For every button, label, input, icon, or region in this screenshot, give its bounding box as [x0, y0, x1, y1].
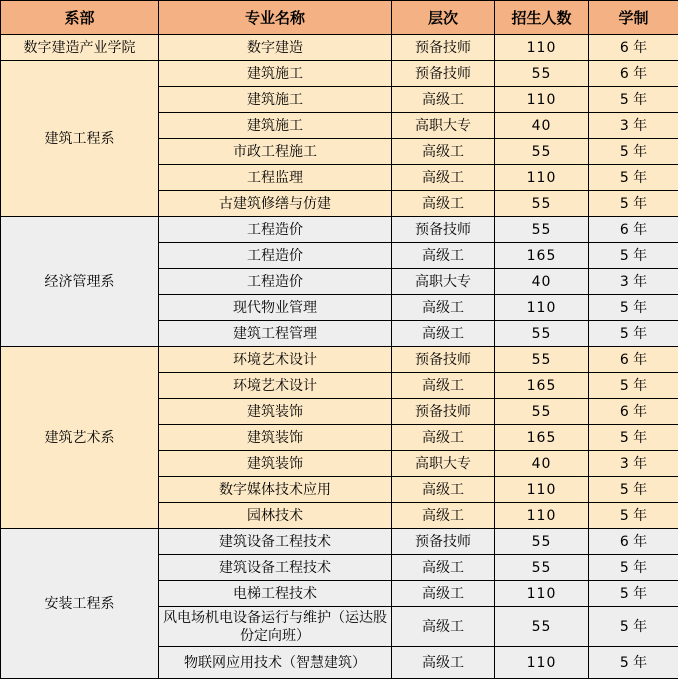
duration-cell: 5 年: [589, 581, 678, 607]
enrollment-cell: 55: [495, 607, 589, 647]
major-cell: 工程造价: [159, 269, 392, 295]
duration-cell: 5 年: [589, 477, 678, 503]
duration-cell: 5 年: [589, 139, 678, 165]
duration-cell: 5 年: [589, 321, 678, 347]
major-cell: 工程造价: [159, 243, 392, 269]
header-major: 专业名称: [159, 1, 392, 35]
duration-cell: 6 年: [589, 217, 678, 243]
level-cell: 高级工: [392, 139, 495, 165]
enrollment-cell: 55: [495, 555, 589, 581]
level-cell: 高级工: [392, 165, 495, 191]
level-cell: 预备技师: [392, 61, 495, 87]
duration-cell: 5 年: [589, 647, 678, 679]
major-cell: 现代物业管理: [159, 295, 392, 321]
table-row: [1, 61, 678, 87]
department-cell: 建筑艺术系: [1, 347, 159, 529]
duration-cell: 5 年: [589, 295, 678, 321]
level-cell: 高级工: [392, 243, 495, 269]
level-cell: 高级工: [392, 581, 495, 607]
duration-cell: 6 年: [589, 61, 678, 87]
major-cell: 环境艺术设计: [159, 373, 392, 399]
level-cell: 预备技师: [392, 35, 495, 61]
enrollment-cell: 55: [495, 347, 589, 373]
level-cell: 高级工: [392, 425, 495, 451]
duration-cell: 6 年: [589, 529, 678, 555]
duration-cell: 5 年: [589, 503, 678, 529]
enrollment-cell: 55: [495, 61, 589, 87]
level-cell: 高级工: [392, 321, 495, 347]
level-cell: 高级工: [392, 373, 495, 399]
header-duration: 学制: [589, 1, 678, 35]
major-cell: 建筑装饰: [159, 425, 392, 451]
duration-cell: 3 年: [589, 451, 678, 477]
duration-cell: 5 年: [589, 425, 678, 451]
level-cell: 高级工: [392, 607, 495, 647]
header-row: [1, 1, 678, 35]
duration-cell: 5 年: [589, 243, 678, 269]
enrollment-cell: 55: [495, 321, 589, 347]
duration-cell: 5 年: [589, 607, 678, 647]
header-department: 系部: [1, 1, 159, 35]
major-cell: 建筑设备工程技术: [159, 555, 392, 581]
table-row: [1, 529, 678, 555]
enrollment-cell: 110: [495, 477, 589, 503]
major-cell: 古建筑修缮与仿建: [159, 191, 392, 217]
enrollment-cell: 55: [495, 399, 589, 425]
level-cell: 高级工: [392, 87, 495, 113]
major-cell: 建筑设备工程技术: [159, 529, 392, 555]
major-cell: 建筑装饰: [159, 399, 392, 425]
level-cell: 高级工: [392, 191, 495, 217]
level-cell: 高职大专: [392, 451, 495, 477]
department-cell: 建筑工程系: [1, 61, 159, 217]
enrollment-cell: 110: [495, 295, 589, 321]
enrollment-cell: 55: [495, 217, 589, 243]
table-row: [1, 347, 678, 373]
enrollment-cell: 55: [495, 139, 589, 165]
enrollment-cell: 110: [495, 35, 589, 61]
duration-cell: 3 年: [589, 113, 678, 139]
major-cell: 建筑施工: [159, 113, 392, 139]
duration-cell: 5 年: [589, 191, 678, 217]
level-cell: 高职大专: [392, 113, 495, 139]
level-cell: 高级工: [392, 647, 495, 679]
level-cell: 预备技师: [392, 399, 495, 425]
major-cell: 建筑工程管理: [159, 321, 392, 347]
major-cell: 工程监理: [159, 165, 392, 191]
major-cell: 数字媒体技术应用: [159, 477, 392, 503]
duration-cell: 6 年: [589, 35, 678, 61]
enrollment-cell: 110: [495, 503, 589, 529]
department-cell: 安装工程系: [1, 529, 159, 679]
level-cell: 高级工: [392, 503, 495, 529]
major-cell: 市政工程施工: [159, 139, 392, 165]
header-level: 层次: [392, 1, 495, 35]
enrollment-cell: 110: [495, 87, 589, 113]
major-cell: 建筑施工: [159, 87, 392, 113]
level-cell: 高级工: [392, 477, 495, 503]
enrollment-cell: 165: [495, 243, 589, 269]
enrollment-cell: 40: [495, 113, 589, 139]
header-enrollment: 招生人数: [495, 1, 589, 35]
table-body: [1, 35, 678, 679]
department-cell: 数字建造产业学院: [1, 35, 159, 61]
duration-cell: 5 年: [589, 555, 678, 581]
enrollment-cell: 55: [495, 191, 589, 217]
major-cell: 电梯工程技术: [159, 581, 392, 607]
duration-cell: 5 年: [589, 165, 678, 191]
major-cell: 风电场机电设备运行与维护（运达股份定向班）: [159, 607, 392, 647]
enrollment-cell: 40: [495, 269, 589, 295]
enrollment-cell: 40: [495, 451, 589, 477]
major-cell: 数字建造: [159, 35, 392, 61]
duration-cell: 3 年: [589, 269, 678, 295]
duration-cell: 6 年: [589, 399, 678, 425]
level-cell: 预备技师: [392, 347, 495, 373]
enrollment-cell: 110: [495, 581, 589, 607]
level-cell: 预备技师: [392, 529, 495, 555]
table-row: [1, 35, 678, 61]
level-cell: 高职大专: [392, 269, 495, 295]
enrollment-cell: 165: [495, 425, 589, 451]
major-cell: 环境艺术设计: [159, 347, 392, 373]
table-row: [1, 217, 678, 243]
enrollment-cell: 110: [495, 647, 589, 679]
level-cell: 高级工: [392, 295, 495, 321]
duration-cell: 5 年: [589, 373, 678, 399]
major-cell: 园林技术: [159, 503, 392, 529]
major-cell: 物联网应用技术（智慧建筑）: [159, 647, 392, 679]
enrollment-cell: 55: [495, 529, 589, 555]
duration-cell: 6 年: [589, 347, 678, 373]
level-cell: 预备技师: [392, 217, 495, 243]
duration-cell: 5 年: [589, 87, 678, 113]
department-cell: 经济管理系: [1, 217, 159, 347]
major-cell: 工程造价: [159, 217, 392, 243]
enrollment-cell: 165: [495, 373, 589, 399]
enrollment-cell: 110: [495, 165, 589, 191]
major-cell: 建筑装饰: [159, 451, 392, 477]
level-cell: 高级工: [392, 555, 495, 581]
major-cell: 建筑施工: [159, 61, 392, 87]
